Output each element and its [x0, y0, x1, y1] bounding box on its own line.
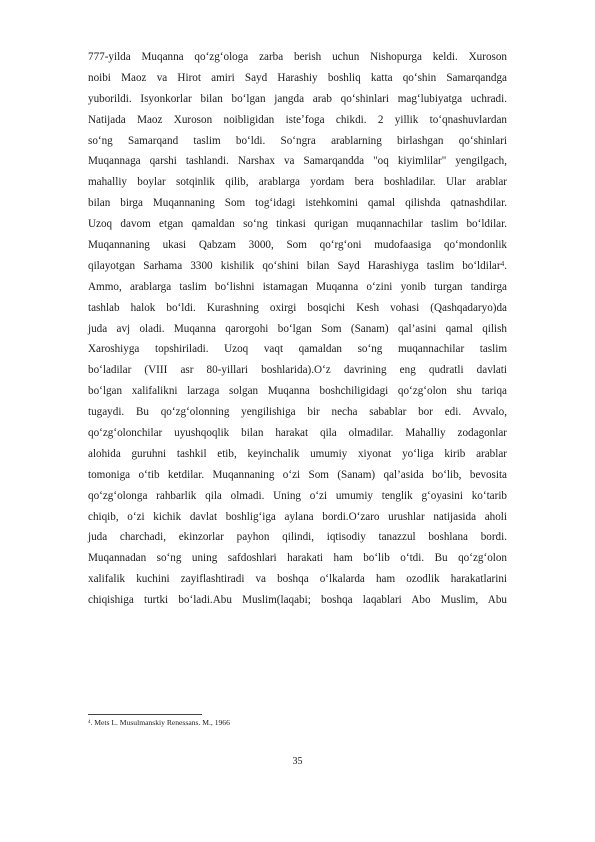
text-line-content: qilayotgan Sarhama 3300 kishilik qoʻshini bilan Sayd Harashiyga taslim boʻldilar [88, 259, 501, 272]
text-line: qo‘zg‘olonga rahbarlik qila olmadi. Uning o‘zi umumiy tenglik g‘oyasini ko‘tarib [88, 489, 507, 502]
text-line: chiqishiga turtki bo‘ladi.Abu Muslim(laqabi; boshqa laqablari Abo Muslim, Abu [88, 594, 507, 607]
text-line: chiqib, o‘zi kichik davlat boshlig‘iga aylana bordi.O‘zaro urushlar natijasida aholi [88, 510, 507, 523]
text-line: qo‘zg‘olonchilar uyushqoqlik bilan harakat qila olmadilar. Mahalliy zodagonlar [88, 427, 507, 440]
text-line: bilan birga Muqannaning Som togʻidagi istehkomini qamal qilishda qatnashdilar. [88, 197, 507, 210]
text-line: juda charchadi, ekinzorlar payhon qilindi, iqtisodiy tanazzul boshlana bordi. [88, 531, 507, 544]
text-line: yuborildi. Isyonkorlar bilan boʻlgan jangda arab qoʻshinlari magʻlubiyatga uchradi. [88, 92, 507, 105]
footnote-reference[interactable]: 4 [500, 259, 505, 268]
text-line: Muqannadan so‘ng uning safdoshlari harakati ham bo‘lib o‘tdi. Bu qo‘zg‘olon [88, 552, 507, 565]
text-line: tashlab halok boʻldi. Kurashning oxirgi bosqichi Kesh vohasi (Qashqadaryo)da [88, 301, 507, 314]
text-line: Ammo, arablarga taslim boʻlishni istamagan Muqanna oʻzini yonib turgan tandirga [88, 280, 507, 293]
text-line: Xaroshiyga topshiriladi. Uzoq vaqt qamaldan so‘ng muqannachilar taslim [88, 343, 507, 356]
text-line: tomoniga o‘tib ketdilar. Muqannaning o‘zi Som (Sanam) qal’asida bo‘lib, bevosita [88, 468, 507, 481]
footnote-marker: 4 [88, 719, 91, 725]
text-line: alohida guruhni tashkil etib, keyinchalik umumiy xiyonat yo‘liga kirib arablar [88, 447, 507, 460]
text-line: Muqannaning ukasi Qabzam 3000, Som qoʻrgʻoni mudofaasiga qoʻmondonlik [88, 239, 507, 252]
text-line: xalifalik kuchini zayiflashtiradi va boshqa o‘lkalarda ham ozodlik harakatlarini [88, 573, 507, 586]
page-number: 35 [292, 756, 303, 767]
text-line: 777-yilda Muqanna qoʻzgʻologa zarba berish uchun Nishopurga keldi. Xuroson [88, 51, 507, 63]
footnote-text: . Mets L. Musulmanskiy Renessans. M., 1966 [90, 718, 230, 727]
body-paragraph [88, 47, 507, 611]
text-line: soʻng Samarqand taslim boʻldi. Soʻngra arablarning birlashgan qoʻshinlari [88, 134, 507, 147]
footnote-separator [88, 714, 202, 715]
footnote [88, 718, 230, 728]
text-line: bo‘lgan xalifalikni larzaga solgan Muqanna boshchiligidagi qo‘zg‘olon shu tariqa [88, 385, 507, 398]
text-line: noibi Maoz va Hirot amiri Sayd Harashiy boshliq katta qoʻshin Samarqandga [88, 71, 507, 84]
text-line: tugaydi. Bu qo‘zg‘olonning yengilishiga bir necha sabablar bor edi. Avvalo, [88, 406, 507, 419]
text-line: Muqannaga qarshi tashlandi. Narshax va Samarqandda "oq kiyimlilar" yengilgach, [88, 155, 507, 168]
text-line: bo‘ladilar (VIII asr 80-yillari boshlarida).O‘z davrining eng qudratli davlati [88, 364, 507, 377]
text-line: Natijada Maoz Xuroson noibligidan isteʼfoga chikdi. 2 yillik toʻqnashuvlardan [88, 113, 507, 126]
text-line: juda avj oladi. Muqanna qarorgohi bo‘lgan Som (Sanam) qal’asini qamal qilish [88, 322, 507, 335]
line-terminator: . [504, 259, 507, 272]
text-line-with-footnote-ref [88, 256, 507, 277]
text-line: Uzoq davom etgan qamaldan soʻng tinkasi qurigan muqannachilar taslim boʻldilar. [88, 218, 507, 231]
text-line: mahalliy boylar sotqinlik qilib, arablarga yordam bera boshladilar. Ular arablar [88, 176, 507, 189]
